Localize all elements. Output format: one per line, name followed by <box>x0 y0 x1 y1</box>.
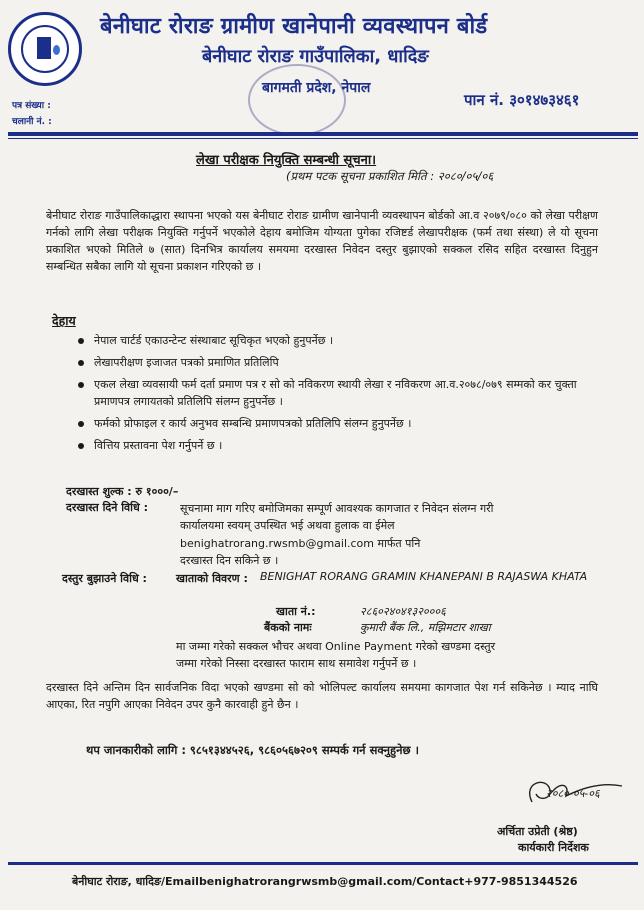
province-name: बागमती प्रदेश, नेपाल <box>262 80 371 96</box>
footer-contact: बेनीघाट रोराङ, धादिङ/Emailbenighatrorangrwsmb@gmail.com/Contact+977-9851344526 <box>72 875 578 888</box>
list-item: वित्तिय प्रस्तावना पेश गर्नुपर्ने छ । <box>78 437 578 454</box>
footer-divider <box>8 862 638 865</box>
bank-name: कुमारी बैंक लि., मझिमटार शाखा <box>360 621 491 634</box>
account-number: २८६०२४०४१३२०००६ <box>360 605 446 618</box>
application-fee: दरखास्त शुल्क : रु १०००/– <box>66 485 179 498</box>
method-line-1: सूचनामा माग गरिए बमोजिमका सम्पूर्ण आवश्यक कागजात र निवेदन संलग्न गरी <box>180 502 494 515</box>
municipality-name: बेनीघाट रोराङ गाउँपालिका, धादिङ <box>202 46 429 67</box>
signer-role: कार्यकारी निर्देशक <box>518 841 589 854</box>
method-line-2: कार्यालयमा स्वयम् उपस्थित भई अथवा हुलाक वा ईमेल <box>180 519 395 532</box>
payment-method-label: दस्तुर बुझाउने विधि : <box>62 572 147 585</box>
account-number-label: खाता नं.: <box>276 605 316 618</box>
intro-paragraph: बेनीघाट रोराङ गाउँपालिकाद्धारा स्थापना भएको यस बेनीघाट रोराङ ग्रामीण खानेपानी व्यवस्थापन बोर्डको आ.व २०७९/०८० को लेखा परीक्षण गर्नको लागि लेखा परीक्षक नियुक्ति गर्नुपर्ने भएकोले देहाय बमोजिम योग्यता पुगेका रजिष्टर्ड लेखापरीक्षक (फर्म तथा संस्था) ले यो सूचना प्रकाशित भएको मितिले ७ (सात) दिनभित्र कार्यालय समयमा दरखास्त निवेदन दस्तुर बुझाएको सक्कल रसिद सहित दरखास्त दिनुहुन सम्बन्धित सबैका लागि यो सूचना प्रकाशन गरिएको छ । <box>46 209 598 273</box>
pan-number: पान नं. ३०१४७३४६१ <box>464 91 580 109</box>
list-item: नेपाल चार्टर्ड एकाउन्टेन्ट संस्थाबाट सूचिकृत भएको हुनुपर्नेछ । <box>78 332 578 349</box>
header-divider-thin <box>8 138 638 139</box>
account-details-label: खाताको विवरण : <box>176 572 248 585</box>
dispatch-number-label: चलानी नं. : <box>12 117 52 127</box>
organization-name: बेनीघाट रोराङ ग्रामीण खानेपानी व्यवस्थापन बोर्ड <box>100 14 488 39</box>
account-name: BENIGHAT RORANG GRAMIN KHANEPANI B RAJASWA KHATA <box>260 570 588 583</box>
email-address: benighatrorang.rwsmb@gmail.com <box>180 537 374 550</box>
signature-date: २०८०-०५-०६ <box>546 787 600 800</box>
payment-note-2: जम्मा गरेको निस्सा दरखास्त फाराम साथ समावेश गर्नुपर्ने छ । <box>176 657 417 670</box>
header-divider <box>8 132 638 136</box>
organization-logo <box>8 12 82 86</box>
bank-name-label: बैंकको नामः <box>264 621 312 634</box>
list-item: लेखापरीक्षण इजाजत पत्रको प्रमाणित प्रतिलिपि <box>78 354 578 371</box>
contact-info: थप जानकारीको लागि : ९८५१३४४५२६, ९८६०५६७२०९ सम्पर्क गर्न सक्नुहुनेछ । <box>86 743 419 757</box>
closing-paragraph: दरखास्त दिने अन्तिम दिन सार्वजनिक विदा भएको खण्डमा सो को भोलिपल्ट कार्यालय समयमा कागजात पेश गर्न सकिनेछ । म्याद नाघि आएका, रित नपुगि आएका निवेदन उपर कुनै कारवाही हुने छैन । <box>46 681 598 711</box>
published-date: (प्रथम पटक सूचना प्रकाशित मिति : २०८०/०५/०६ <box>286 169 494 183</box>
water-drop-icon <box>53 45 60 55</box>
list-item: एकल लेखा व्यवसायी फर्म दर्ता प्रमाण पत्र र सो को नविकरण स्थायी लेखा र नविकरण आ.व.२०७८/०७९ सम्मको कर चुक्ता प्रमाणपत्र लगायतको प्रतिलिपि संलग्न हुनुपर्नेछ । <box>78 376 578 410</box>
requirements-list <box>78 332 578 459</box>
list-item: फर्मको प्रोफाइल र कार्य अनुभव सम्बन्धि प्रमाणपत्रको प्रतिलिपि संलग्न हुनुपर्नेछ । <box>78 415 578 432</box>
letter-number-label: पत्र संख्या : <box>12 101 51 111</box>
office-stamp <box>248 64 346 136</box>
payment-note-1: मा जम्मा गरेको सक्कल भौचर अथवा Online Payment गरेको खण्डमा दस्तुर <box>176 640 496 653</box>
application-method-label: दरखास्त दिने विधि : <box>66 501 148 514</box>
signer-name: अर्चिता उप्रेती (श्रेष्ठ) <box>497 825 578 838</box>
method-line-4: दरखास्त दिन सकिने छ । <box>180 554 279 567</box>
method-line-3 <box>180 535 420 552</box>
email-suffix: मार्फत पनि <box>374 537 421 550</box>
requirements-heading: देहाय <box>52 313 76 328</box>
water-tank-icon <box>37 37 51 59</box>
notice-subject: लेखा परीक्षक नियुक्ति सम्बन्धी सूचना। <box>196 153 377 168</box>
